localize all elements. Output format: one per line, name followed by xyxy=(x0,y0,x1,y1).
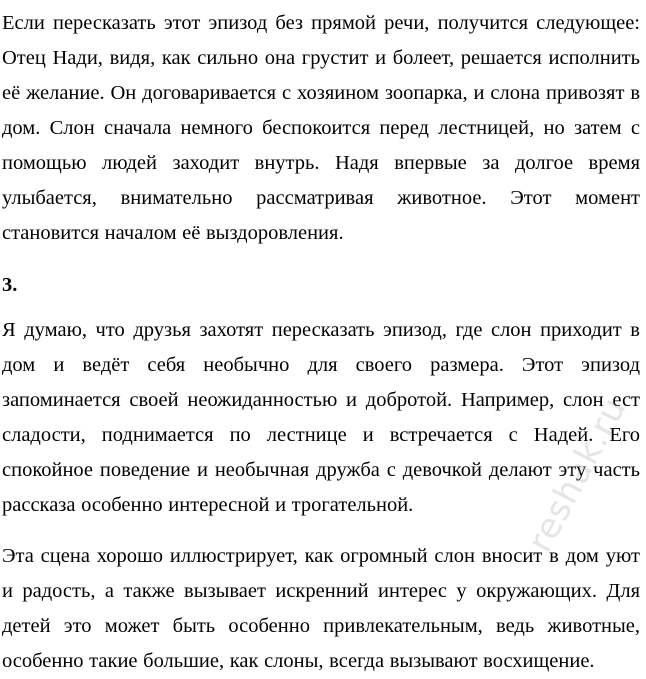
paragraph-retelling: Если пересказать этот эпизод без прямой речи, получится следующее: Отец Нади, видя, как сильно она грустит и болеет, решается исполнить её желание. Он договаривается с хозяином зоопарка, и слона привозят в дом. Слон сначала немного беспокоится перед лестницей, но затем с помощью людей заходит внутрь. Надя впервые за долгое время улыбается, внимательно рассматривая животное. Этот момент становится началом её выздоровления. xyxy=(2,12,640,244)
paragraph-scene-illustration: Эта сцена хорошо иллюстрирует, как огромный слон вносит в дом уют и радость, а также вызывает искренний интерес у окружающих. Для детей это может быть особенно привлекательным, ведь животные, особенно такие большие, как слоны, всегда вызывают восхищение. xyxy=(2,545,640,672)
paragraph-friends-opinion: Я думаю, что друзья захотят пересказать эпизод, где слон приходит в дом и ведёт себя необычно для своего размера. Этот эпизод запоминается своей неожиданностью и добротой. Например, слон ест сладости, поднимается по лестнице и встречается с Надей. Его спокойное поведение и необычная дружба с девочкой делают эту часть рассказа особенно интересной и трогательной. xyxy=(2,319,640,516)
section-heading-3: 3. xyxy=(2,274,18,296)
watermark-text: reshak.ru xyxy=(520,390,635,559)
document-page xyxy=(2,0,640,679)
